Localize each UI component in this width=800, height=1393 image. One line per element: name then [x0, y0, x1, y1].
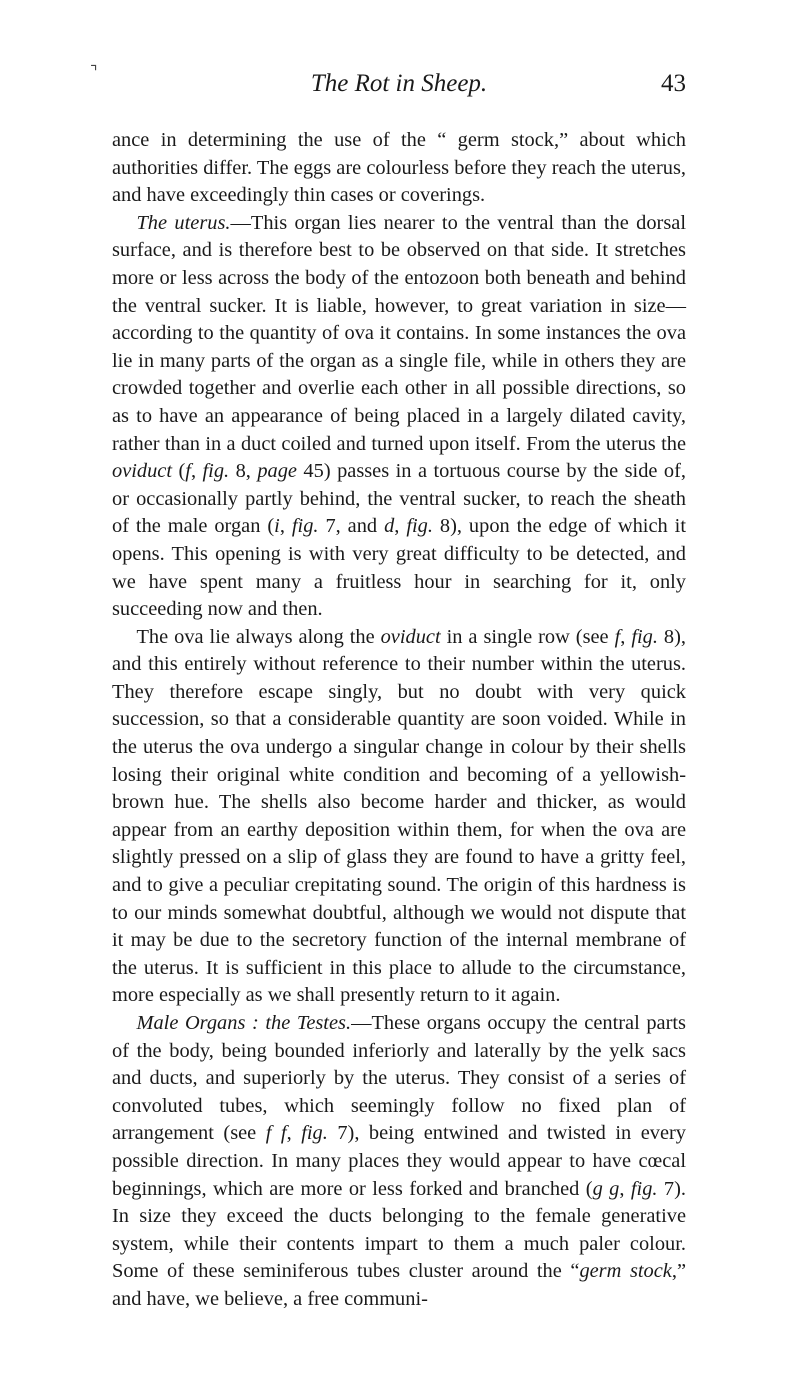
text-run: ,” and have, we believe, a free communi-	[112, 1260, 686, 1310]
italic-text: d	[384, 515, 395, 538]
text-run: (	[172, 460, 186, 483]
text-run: ,	[286, 1122, 302, 1145]
text-run: ance in determining the use of the “ germ stock,” about which authorities differ. The eggs are colourless before they reach the uterus, and have exceedingly thin cases or coverings.	[112, 129, 686, 207]
text-run: The ova lie always along the	[136, 625, 381, 648]
page-header	[90, 64, 686, 110]
paragraph	[112, 210, 686, 624]
body-text	[112, 127, 686, 1314]
text-run: 7). In size they exceed the ducts belonging to the female generative system, while their contents impart to them a much paler colour. Some of these seminiferous tubes cluster around the “	[112, 1177, 686, 1283]
text-run: ,	[190, 460, 203, 483]
page-number: 43	[661, 70, 686, 97]
italic-text: fig.	[630, 1177, 658, 1200]
italic-text: f	[185, 460, 191, 483]
italic-text: germ stock	[579, 1260, 672, 1283]
text-run: 8), and this entirely without reference to their number within the uterus. They therefore escape singly, but no doubt with very quick succession, so that a considerable quantity are soon voided. While in the uterus the ova undergo a singular change in colour by their shells losing their original white condition and becoming of a yellowish-brown hue. The shells also become harder and thicker, as would appear from an earthy deposition within them, for when the ova are slightly pressed on a slip of glass they are found to have a gritty feel, and to give a peculiar crepitating sound. The origin of this hardness is to our minds somewhat doubtful, although we would not dispute that it may be due to the secretory function of the internal membrane of the uterus. It is sufficient in this place to allude to the circumstance, more especially as we shall presently return to it again.	[112, 625, 686, 1007]
italic-text: oviduct	[380, 625, 441, 648]
text-run: ,	[279, 515, 292, 538]
italic-text: f	[614, 625, 621, 648]
paragraph	[112, 624, 686, 1010]
text-run: 45) passes in a tortuous course by the side of, or occasionally partly behind, the ventral sucker, to reach the sheath of the male organ (	[112, 460, 686, 538]
paragraph	[112, 127, 686, 210]
text-run: 8,	[229, 460, 258, 483]
text-run: ,	[620, 625, 632, 648]
text-run: ,	[619, 1177, 631, 1200]
text-run: 8), upon the edge of which it opens. This opening is with very great difficulty to be detected, and we have spent many a fruitless hour in searching for it, only succeeding now and then.	[112, 515, 686, 621]
italic-text: fig.	[291, 515, 319, 538]
italic-text: page	[257, 460, 297, 483]
italic-text: The uterus.	[136, 211, 231, 234]
text-run: 7, and	[318, 515, 385, 538]
italic-text: oviduct	[112, 460, 173, 483]
text-run: in a single row (see	[440, 625, 615, 648]
italic-text: fig.	[301, 1122, 328, 1145]
paragraph	[112, 1010, 686, 1314]
text-run: —These organs occupy the central parts of the body, being bounded inferiorly and laterally by the yelk sacs and ducts, and superiorly by the uterus. They consist of a series of convoluted tubes, which seemingly follow no fixed plan of arrangement (see	[112, 1012, 686, 1145]
text-run: ,	[394, 515, 407, 538]
italic-text: f f	[265, 1122, 287, 1145]
text-run: 7), being entwined and twisted in every possible direction. In many places they would appear to have cœcal beginnings, which are more or less forked and branched (	[112, 1122, 686, 1200]
italic-text: i	[274, 515, 280, 538]
italic-text: Male Organs : the Testes.	[136, 1012, 352, 1034]
italic-text: fig.	[202, 460, 230, 483]
corner-mark: ⌝	[90, 64, 98, 81]
italic-text: g g	[592, 1177, 620, 1200]
italic-text: fig.	[631, 625, 658, 648]
running-title: The Rot in Sheep.	[310, 70, 488, 97]
italic-text: fig.	[406, 515, 433, 538]
text-run: —This organ lies nearer to the ventral than the dorsal surface, and is therefore best to be observed on that side. It stretches more or less across the body of the entozoon both beneath and behind the ventral sucker. It is liable, however, to great variation in size—according to the quantity of ova it contains. In some instances the ova lie in many parts of the organ as a single file, while in others they are crowded together and overlie each other in all possible directions, so as to have an appearance of being placed in a largely dilated cavity, rather than in a duct coiled and turned upon itself. From the uterus the	[112, 211, 686, 455]
